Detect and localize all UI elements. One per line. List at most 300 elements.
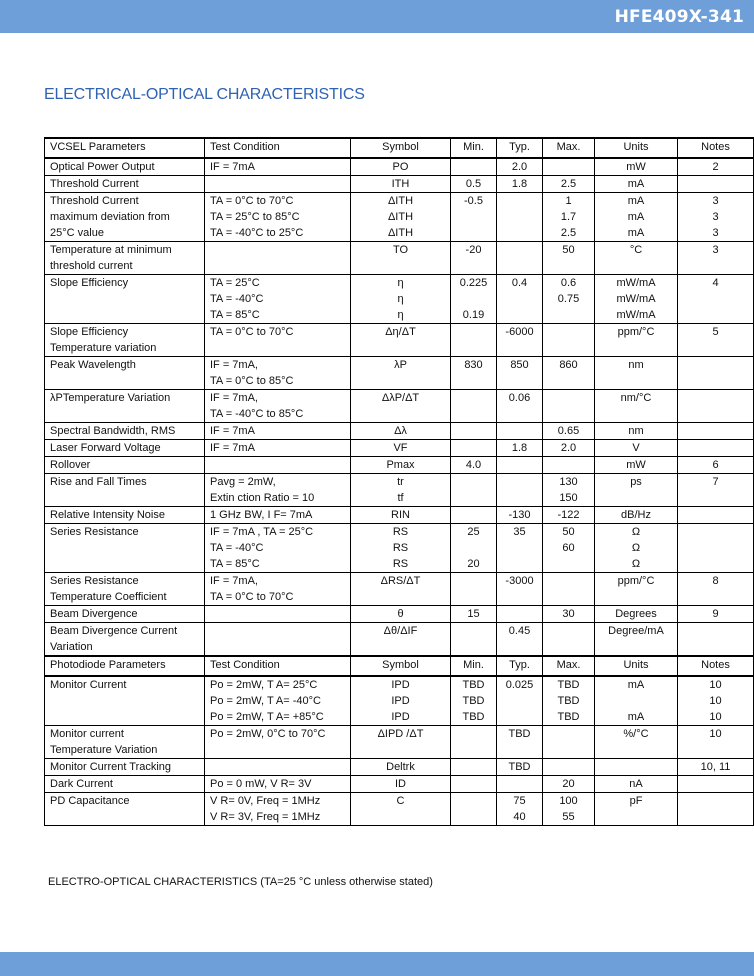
vcsel-header-cell: Min.	[451, 138, 497, 158]
cell-text	[683, 524, 748, 540]
vcsel-cond-cell	[205, 324, 351, 357]
cell-text	[456, 507, 491, 523]
vcsel-sym-cell	[351, 623, 451, 657]
vcsel-notes-cell	[678, 440, 754, 457]
cell-text	[502, 693, 537, 709]
cell-text: mW/mA	[616, 293, 656, 305]
vcsel-sym-cell	[351, 606, 451, 623]
cell-text	[456, 726, 491, 742]
vcsel-notes-cell	[678, 390, 754, 423]
photodiode-cond-cell	[205, 726, 351, 759]
cell-text: Degree/mA	[608, 625, 664, 637]
cell-text	[502, 225, 537, 241]
cell-text: mA	[627, 679, 645, 691]
cell-text	[456, 793, 491, 809]
cell-text: -0.5	[464, 195, 483, 207]
photodiode-header-cell: Test Condition	[205, 656, 351, 676]
cell-text: -3000	[505, 575, 534, 587]
cell-text: IF = 7mA , TA = 25°C	[210, 526, 314, 538]
vcsel-min-cell	[451, 423, 497, 440]
cell-text	[502, 242, 537, 258]
cell-text: η	[397, 293, 404, 305]
table-row	[45, 457, 754, 474]
cell-text: VF	[393, 442, 408, 454]
photodiode-param-cell	[45, 776, 205, 793]
cell-text: tf	[397, 492, 404, 504]
cell-text: 1.7	[560, 211, 577, 223]
vcsel-notes-cell	[678, 158, 754, 176]
cell-text: Optical Power Output	[50, 161, 155, 173]
cell-text: ΔIPD /ΔT	[377, 728, 424, 740]
cell-text	[502, 423, 537, 439]
vcsel-sym-cell	[351, 158, 451, 176]
vcsel-sym-cell	[351, 357, 451, 390]
cell-text	[683, 176, 748, 192]
vcsel-sym-cell	[351, 507, 451, 524]
cell-text	[210, 759, 345, 775]
vcsel-sym-cell	[351, 524, 451, 573]
vcsel-min-cell	[451, 357, 497, 390]
vcsel-min-cell	[451, 158, 497, 176]
vcsel-param-cell	[45, 158, 205, 176]
cell-text: maximum deviation from	[50, 211, 170, 223]
cell-text: TBD	[557, 695, 580, 707]
photodiode-max-cell	[543, 793, 595, 826]
vcsel-units-cell	[595, 357, 678, 390]
cell-text: PD Capacitance	[50, 795, 130, 807]
cell-text	[456, 324, 491, 340]
vcsel-param-cell	[45, 176, 205, 193]
cell-text: Degrees	[615, 608, 657, 620]
cell-text	[456, 423, 491, 439]
cell-text: TA = 0°C to 70°C	[210, 326, 294, 338]
photodiode-header-cell: Units	[595, 656, 678, 676]
cell-text: TA = 0°C to 70°C	[210, 195, 294, 207]
cell-text: nA	[629, 778, 643, 790]
cell-text: Extin ction Ratio = 10	[210, 492, 315, 504]
cell-text: Po = 2mW, T A= +85°C	[210, 711, 324, 723]
photodiode-units-cell	[595, 726, 678, 759]
cell-text: 6	[712, 459, 719, 471]
cell-text	[456, 540, 491, 556]
cell-text: 25	[467, 526, 480, 538]
cell-text: 860	[559, 359, 578, 371]
vcsel-sym-cell	[351, 457, 451, 474]
cell-text: 4	[712, 277, 719, 289]
photodiode-param-cell	[45, 793, 205, 826]
vcsel-notes-cell	[678, 357, 754, 390]
vcsel-units-cell	[595, 324, 678, 357]
photodiode-cond-cell	[205, 759, 351, 776]
cell-text: 3	[712, 244, 719, 256]
photodiode-typ-cell	[497, 793, 543, 826]
cell-text: RS	[392, 526, 409, 538]
cell-text: Rollover	[50, 459, 91, 471]
cell-text: TA = 25°C to 85°C	[210, 211, 300, 223]
photodiode-sym-cell	[351, 726, 451, 759]
cell-text	[683, 556, 748, 572]
cell-text	[210, 457, 345, 473]
photodiode-units-cell	[595, 793, 678, 826]
cell-text	[548, 324, 589, 340]
vcsel-sym-cell	[351, 193, 451, 242]
cell-text: Temperature at minimum	[50, 244, 172, 256]
cell-text: Laser Forward Voltage	[50, 442, 161, 454]
vcsel-param-cell	[45, 275, 205, 324]
cell-text: TBD	[462, 695, 485, 707]
vcsel-param-cell	[45, 423, 205, 440]
cell-text	[502, 307, 537, 323]
cell-text: %/°C	[623, 728, 649, 740]
photodiode-header-cell: Photodiode Parameters	[45, 656, 205, 676]
cell-text: TA = -40°C	[210, 542, 264, 554]
cell-text: Deltrk	[386, 761, 415, 773]
vcsel-max-cell	[543, 623, 595, 657]
vcsel-cond-cell	[205, 457, 351, 474]
vcsel-sym-cell	[351, 324, 451, 357]
cell-text: 9	[712, 608, 719, 620]
photodiode-min-cell	[451, 726, 497, 759]
cell-text	[502, 209, 537, 225]
vcsel-section	[45, 138, 754, 656]
photodiode-notes-cell	[678, 726, 754, 759]
table-row	[45, 474, 754, 507]
vcsel-units-cell	[595, 158, 678, 176]
cell-text: TO	[392, 244, 409, 256]
cell-text: Δλ	[394, 425, 407, 437]
vcsel-typ-cell	[497, 573, 543, 606]
photodiode-section	[45, 656, 754, 826]
vcsel-param-cell	[45, 440, 205, 457]
characteristics-table	[44, 137, 754, 826]
cell-text: RS	[392, 542, 409, 554]
table-footnote: ELECTRO-OPTICAL CHARACTERISTICS (TA=25 °C unless otherwise stated)	[48, 876, 433, 888]
cell-text: Monitor Current Tracking	[50, 761, 172, 773]
vcsel-sym-cell	[351, 275, 451, 324]
cell-text: Slope Efficiency	[50, 326, 129, 338]
cell-text: 100	[559, 795, 578, 807]
vcsel-typ-cell	[497, 324, 543, 357]
cell-text	[600, 693, 672, 709]
cell-text: λPTemperature Variation	[50, 392, 171, 404]
cell-text: °C	[629, 244, 643, 256]
vcsel-param-cell	[45, 193, 205, 242]
cell-text: IPD	[391, 679, 410, 691]
vcsel-typ-cell	[497, 623, 543, 657]
photodiode-notes-cell	[678, 759, 754, 776]
vcsel-max-cell	[543, 573, 595, 606]
cell-text: Relative Intensity Noise	[50, 509, 165, 521]
vcsel-units-cell	[595, 440, 678, 457]
vcsel-notes-cell	[678, 423, 754, 440]
cell-text: mW/mA	[616, 277, 656, 289]
cell-text: Variation	[50, 641, 93, 653]
vcsel-typ-cell	[497, 423, 543, 440]
vcsel-units-cell	[595, 390, 678, 423]
photodiode-notes-cell	[678, 676, 754, 726]
vcsel-min-cell	[451, 324, 497, 357]
cell-text: mW	[626, 161, 646, 173]
vcsel-units-cell	[595, 524, 678, 573]
cell-text	[683, 776, 748, 792]
photodiode-max-cell	[543, 676, 595, 726]
cell-text: Series Resistance	[50, 575, 139, 587]
vcsel-sym-cell	[351, 474, 451, 507]
cell-text	[456, 440, 491, 456]
cell-text: ΔλP/ΔT	[381, 392, 420, 404]
cell-text: 0.225	[459, 277, 488, 289]
cell-text	[210, 606, 345, 622]
cell-text	[456, 209, 491, 225]
photodiode-min-cell	[451, 776, 497, 793]
cell-text	[502, 606, 537, 622]
cell-text	[548, 726, 589, 742]
vcsel-units-cell	[595, 193, 678, 242]
vcsel-units-cell	[595, 457, 678, 474]
photodiode-notes-cell	[678, 793, 754, 826]
cell-text: Rise and Fall Times	[50, 476, 147, 488]
cell-text: ID	[395, 778, 406, 790]
cell-text: 3	[712, 227, 719, 239]
cell-text: IF = 7mA,	[210, 575, 258, 587]
cell-text	[502, 291, 537, 307]
cell-text: mA	[627, 211, 645, 223]
cell-text: TA = -40°C to 85°C	[210, 408, 304, 420]
cell-text: Δθ/ΔIF	[383, 625, 418, 637]
vcsel-min-cell	[451, 474, 497, 507]
cell-text: 0.6	[560, 277, 577, 289]
header-bar	[0, 0, 754, 33]
cell-text: pF	[629, 795, 643, 807]
vcsel-max-cell	[543, 390, 595, 423]
vcsel-min-cell	[451, 573, 497, 606]
cell-text: 60	[562, 542, 575, 554]
vcsel-units-cell	[595, 474, 678, 507]
cell-text: 150	[559, 492, 578, 504]
cell-text: mA	[627, 178, 645, 190]
vcsel-notes-cell	[678, 606, 754, 623]
cell-text	[502, 776, 537, 792]
vcsel-param-cell	[45, 474, 205, 507]
vcsel-units-cell	[595, 623, 678, 657]
cell-text: RIN	[391, 509, 410, 521]
table-row	[45, 357, 754, 390]
cell-text: Po = 2mW, T A= -40°C	[210, 695, 321, 707]
vcsel-param-cell	[45, 324, 205, 357]
vcsel-max-cell	[543, 423, 595, 440]
cell-text: 10	[709, 679, 722, 691]
cell-text	[683, 423, 748, 439]
cell-text: 35	[513, 526, 526, 538]
cell-text: 2.0	[560, 442, 577, 454]
cell-text: mA	[627, 711, 645, 723]
vcsel-param-cell	[45, 606, 205, 623]
vcsel-cond-cell	[205, 423, 351, 440]
cell-text	[456, 573, 491, 589]
cell-text	[548, 307, 589, 323]
vcsel-notes-cell	[678, 457, 754, 474]
vcsel-typ-cell	[497, 474, 543, 507]
vcsel-min-cell	[451, 457, 497, 474]
photodiode-cond-cell	[205, 776, 351, 793]
cell-text: 40	[513, 811, 526, 823]
vcsel-max-cell	[543, 440, 595, 457]
photodiode-min-cell	[451, 793, 497, 826]
cell-text: ΔITH	[387, 195, 414, 207]
vcsel-notes-cell	[678, 242, 754, 275]
photodiode-sym-cell	[351, 759, 451, 776]
cell-text	[683, 540, 748, 556]
cell-text: mA	[627, 227, 645, 239]
vcsel-param-cell	[45, 242, 205, 275]
cell-text: 0.45	[508, 625, 531, 637]
cell-text: TA = -40°C to 25°C	[210, 227, 304, 239]
cell-text: 25°C value	[50, 227, 104, 239]
cell-text: Threshold Current	[50, 178, 139, 190]
cell-text	[548, 390, 589, 406]
photodiode-max-cell	[543, 776, 595, 793]
cell-text: ΔITH	[387, 211, 414, 223]
table-row	[45, 324, 754, 357]
vcsel-max-cell	[543, 193, 595, 242]
cell-text: θ	[397, 608, 404, 620]
cell-text: V R= 3V, Freq = 1MHz	[210, 811, 321, 823]
cell-text	[683, 357, 748, 373]
photodiode-units-cell	[595, 776, 678, 793]
cell-text	[456, 623, 491, 639]
cell-text: Temperature variation	[50, 342, 157, 354]
vcsel-typ-cell	[497, 457, 543, 474]
photodiode-typ-cell	[497, 776, 543, 793]
vcsel-notes-cell	[678, 275, 754, 324]
vcsel-typ-cell	[497, 606, 543, 623]
table-row	[45, 524, 754, 573]
photodiode-header-cell: Symbol	[351, 656, 451, 676]
cell-text: ppm/°C	[617, 575, 655, 587]
vcsel-min-cell	[451, 275, 497, 324]
table-row	[45, 759, 754, 776]
cell-text	[502, 474, 537, 490]
cell-text: 50	[562, 244, 575, 256]
vcsel-cond-cell	[205, 176, 351, 193]
cell-text	[456, 474, 491, 490]
cell-text: Series Resistance	[50, 526, 139, 538]
vcsel-typ-cell	[497, 275, 543, 324]
cell-text	[456, 225, 491, 241]
vcsel-typ-cell	[497, 176, 543, 193]
cell-text	[548, 556, 589, 572]
photodiode-units-cell	[595, 676, 678, 726]
cell-text: mA	[627, 195, 645, 207]
cell-text	[456, 776, 491, 792]
cell-text: ΔRS/ΔT	[380, 575, 421, 587]
cell-text: 50	[562, 526, 575, 538]
cell-text: TBD	[508, 728, 531, 740]
vcsel-typ-cell	[497, 524, 543, 573]
cell-text: Po = 2mW, 0°C to 70°C	[210, 728, 326, 740]
vcsel-units-cell	[595, 242, 678, 275]
vcsel-header-cell: Units	[595, 138, 678, 158]
cell-text: IF = 7mA,	[210, 392, 258, 404]
cell-text: 10	[709, 728, 722, 740]
cell-text: 55	[562, 811, 575, 823]
cell-text: IF = 7mA	[210, 161, 255, 173]
cell-text	[502, 193, 537, 209]
cell-text: C	[396, 795, 405, 807]
photodiode-typ-cell	[497, 676, 543, 726]
cell-text: 0.75	[557, 293, 580, 305]
cell-text: 0.5	[465, 178, 482, 190]
cell-text: TBD	[508, 761, 531, 773]
cell-text: Peak Wavelength	[50, 359, 136, 371]
cell-text: IPD	[391, 711, 410, 723]
cell-text: 0.4	[511, 277, 528, 289]
table-row	[45, 507, 754, 524]
cell-text: mW	[626, 459, 646, 471]
vcsel-notes-cell	[678, 176, 754, 193]
vcsel-typ-cell	[497, 507, 543, 524]
vcsel-cond-cell	[205, 573, 351, 606]
part-number: HFE409X-341	[614, 7, 744, 27]
cell-text: 75	[513, 795, 526, 807]
cell-text: IPD	[391, 695, 410, 707]
vcsel-min-cell	[451, 390, 497, 423]
cell-text: TBD	[462, 711, 485, 723]
cell-text: Ω	[631, 526, 641, 538]
vcsel-param-cell	[45, 573, 205, 606]
cell-text: Pavg = 2mW,	[210, 476, 276, 488]
vcsel-cond-cell	[205, 193, 351, 242]
cell-text	[548, 759, 589, 775]
vcsel-min-cell	[451, 524, 497, 573]
cell-text: λP	[394, 359, 407, 371]
cell-text: Pmax	[386, 459, 415, 471]
table-row	[45, 390, 754, 423]
vcsel-header-cell: VCSEL Parameters	[45, 138, 205, 158]
cell-text: TA = 85°C	[210, 558, 260, 570]
vcsel-sym-cell	[351, 573, 451, 606]
cell-text: 0.65	[557, 425, 580, 437]
cell-text: 7	[712, 476, 719, 488]
cell-text	[456, 490, 491, 506]
cell-text: Spectral Bandwidth, RMS	[50, 425, 176, 437]
photodiode-typ-cell	[497, 726, 543, 759]
cell-text: 3	[712, 195, 719, 207]
table-row	[45, 275, 754, 324]
vcsel-typ-cell	[497, 242, 543, 275]
cell-text: 130	[559, 476, 578, 488]
footer-bar	[0, 952, 754, 976]
cell-text	[456, 291, 491, 307]
cell-text: nm/°C	[620, 392, 652, 404]
cell-text: 15	[467, 608, 480, 620]
cell-text: Δη/ΔT	[385, 326, 416, 338]
vcsel-max-cell	[543, 606, 595, 623]
vcsel-notes-cell	[678, 524, 754, 573]
table-row	[45, 676, 754, 726]
vcsel-cond-cell	[205, 357, 351, 390]
cell-text: tr	[397, 476, 404, 488]
cell-text: 3	[712, 211, 719, 223]
cell-text: TA = -40°C	[210, 293, 264, 305]
vcsel-param-cell	[45, 507, 205, 524]
cell-text: 20	[467, 558, 480, 570]
vcsel-max-cell	[543, 158, 595, 176]
cell-text: 30	[562, 608, 575, 620]
vcsel-typ-cell	[497, 193, 543, 242]
cell-text: nm	[628, 359, 644, 371]
cell-text: ΔITH	[387, 227, 414, 239]
